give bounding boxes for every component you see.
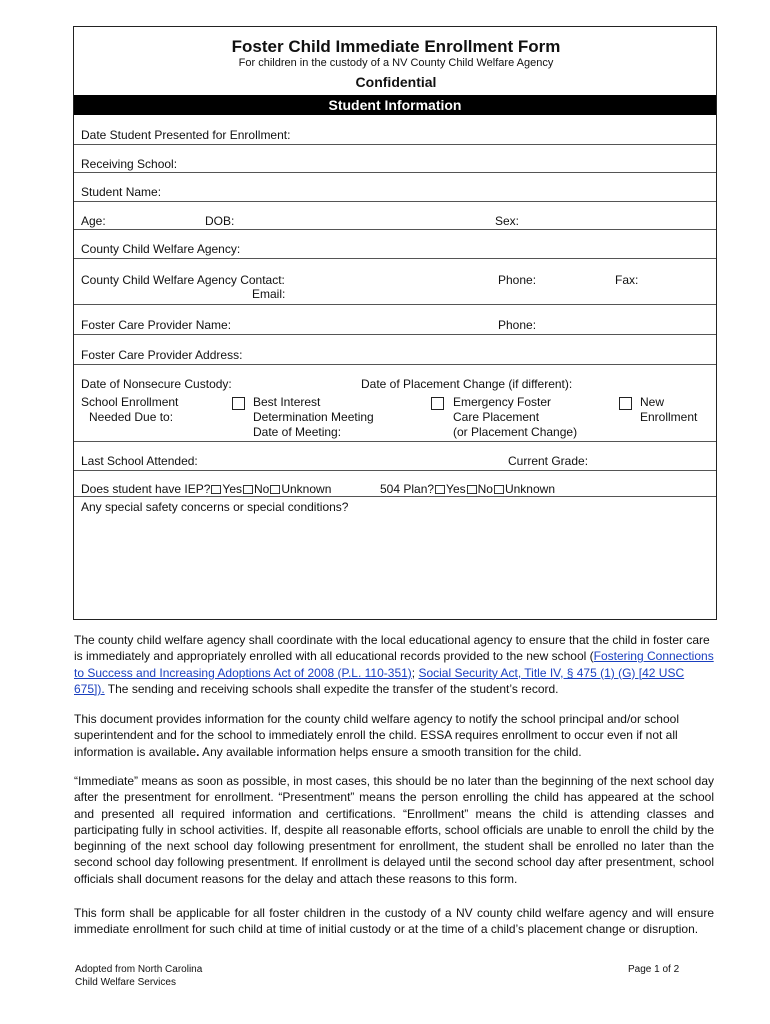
last-school-label: Last School Attended: — [81, 454, 198, 468]
emergency-placement-label: (or Placement Change) — [453, 425, 578, 439]
paragraph-notification: This document provides information for the county child welfare agency to notify the school principal and/or school superintendent and for the school to immediately enroll the child. ESSA requires enrollment to occur even if not all information is available. Any available information helps ensure a smooth transition for the child. — [74, 712, 679, 759]
iep-no-checkbox[interactable] — [243, 485, 253, 494]
safety-concerns-label: Any special safety concerns or special conditions? — [81, 500, 349, 514]
emergency-placement-label: Care Placement — [453, 410, 540, 424]
age-label: Age: — [81, 214, 106, 228]
date-presented-label: Date Student Presented for Enrollment: — [81, 128, 291, 142]
paragraph-text: The county child welfare agency shall coordinate with the local educational agency to ensure that the child in foster care is immediately and appropriately enrolled with all educational records provided to the new school ( — [74, 633, 710, 664]
row-divider — [74, 172, 716, 173]
meeting-date-label: Date of Meeting: — [253, 425, 342, 439]
plan504-no-label: No — [477, 482, 493, 496]
row-divider — [74, 334, 716, 335]
sex-label: Sex: — [495, 214, 520, 228]
row-divider — [74, 441, 716, 442]
agency-label: County Child Welfare Agency: — [81, 242, 241, 256]
row-divider — [74, 258, 716, 259]
iep-unknown-label: Unknown — [281, 482, 332, 496]
iep-unknown-checkbox[interactable] — [270, 485, 280, 494]
plan504-question-label: 504 Plan? — [380, 482, 435, 496]
row-divider — [74, 470, 716, 471]
plan504-yes-label: Yes — [446, 482, 466, 496]
footer-adopted — [75, 964, 202, 989]
phone-label: Phone: — [498, 273, 537, 287]
paragraph-definitions: “Immediate” means as soon as possible, in most cases, this should be no later than the beginning of the next school day after the presentment for enrollment. “Presentment” means the person enrolling the child has appeared at the school and presented all required information and certifications. “Enrollment” means the child is attending classes and participating fully in school activities. If, despite all reasonable efforts, school officials are unable to enroll the child by the beginning of the next school day following presentment for enrollment, the student shall be enrolled no later than the second school day following presentment. If enrollment is delayed until the second school day after presentment, school officials shall document reasons for the delay and attach these reasons to this form. — [74, 774, 714, 886]
iep-no-label: No — [254, 482, 270, 496]
form-subtitle: For children in the custody of a NV County Child Welfare Agency — [238, 57, 554, 69]
paragraph-text: This document provides information for the county child welfare agency to notify the school principal and/or school superintendent and for the school to immediately enroll the child. ESSA requires enrollment to occur even if not all information is available — [74, 712, 679, 759]
placement-change-label: Date of Placement Change (if different): — [361, 377, 573, 391]
paragraph-coordination — [74, 632, 714, 697]
paragraph-text: The sending and receiving schools shall expedite the transfer of the student’s record. — [104, 681, 559, 696]
row-divider — [74, 229, 716, 230]
emergency-placement-label: Emergency Foster — [453, 395, 552, 409]
plan504-no-checkbox[interactable] — [467, 485, 477, 494]
plan504-question — [380, 482, 555, 496]
fax-label: Fax: — [615, 273, 639, 287]
provider-address-label: Foster Care Provider Address: — [81, 348, 243, 362]
plan504-unknown-label: Unknown — [504, 482, 555, 496]
iep-question — [81, 482, 331, 496]
social-security-act-link[interactable]: Social Security Act, Title IV, § 475 (1) (G) [42 USC 675]). — [74, 665, 685, 696]
provider-name-label: Foster Care Provider Name: — [81, 318, 232, 332]
confidential-label: Confidential — [355, 74, 437, 90]
row-divider — [74, 304, 716, 305]
enrollment-form — [73, 26, 717, 620]
receiving-school-label: Receiving School: — [81, 157, 178, 171]
new-enrollment-label: Enrollment — [640, 410, 698, 424]
current-grade-label: Current Grade: — [508, 454, 589, 468]
nonsecure-custody-label: Date of Nonsecure Custody: — [81, 377, 232, 391]
provider-phone-label: Phone: — [498, 318, 537, 332]
fostering-connections-link[interactable]: Fostering Connections to Success and Increasing Adoptions Act of 2008 (P.L. 110-351) — [74, 649, 714, 680]
paragraph-applicability: This form shall be applicable for all foster children in the custody of a NV county child welfare agency and will ensure immediate enrollment for such child at time of initial custody or at the time of a child’s placement change or disruption. — [74, 906, 714, 937]
plan504-unknown-checkbox[interactable] — [494, 485, 504, 494]
iep-yes-checkbox[interactable] — [211, 485, 221, 494]
plan504-yes-checkbox[interactable] — [435, 485, 445, 494]
best-interest-label: Best Interest — [253, 395, 321, 409]
row-divider — [74, 496, 716, 497]
enrollment-needed-label: Needed Due to: — [89, 410, 174, 424]
row-divider — [74, 364, 716, 365]
new-enrollment-label: New — [640, 395, 665, 409]
new-enrollment-checkbox[interactable] — [619, 397, 632, 410]
paragraph-text: Any available information helps ensure a smooth transition for the child. — [199, 744, 582, 759]
iep-question-label: Does student have IEP? — [81, 482, 211, 496]
iep-yes-label: Yes — [222, 482, 242, 496]
form-title: Foster Child Immediate Enrollment Form — [231, 37, 561, 56]
row-divider — [74, 144, 716, 145]
paragraph-text: ; — [411, 665, 419, 680]
page-number: Page 1 of 2 — [628, 964, 680, 975]
emergency-placement-checkbox[interactable] — [431, 397, 444, 410]
student-name-label: Student Name: — [81, 185, 162, 199]
best-interest-checkbox[interactable] — [232, 397, 245, 410]
enrollment-needed-label: School Enrollment — [81, 395, 179, 409]
row-divider — [74, 201, 716, 202]
footer-adopted-line: Child Welfare Services — [75, 976, 176, 988]
section-header: Student Information — [74, 95, 716, 115]
footer-adopted-line: Adopted from North Carolina — [75, 964, 203, 975]
agency-contact-label: County Child Welfare Agency Contact: — [81, 273, 285, 287]
dob-label: DOB: — [205, 214, 235, 228]
best-interest-label: Determination Meeting — [253, 410, 374, 424]
email-label: Email: — [252, 287, 286, 301]
